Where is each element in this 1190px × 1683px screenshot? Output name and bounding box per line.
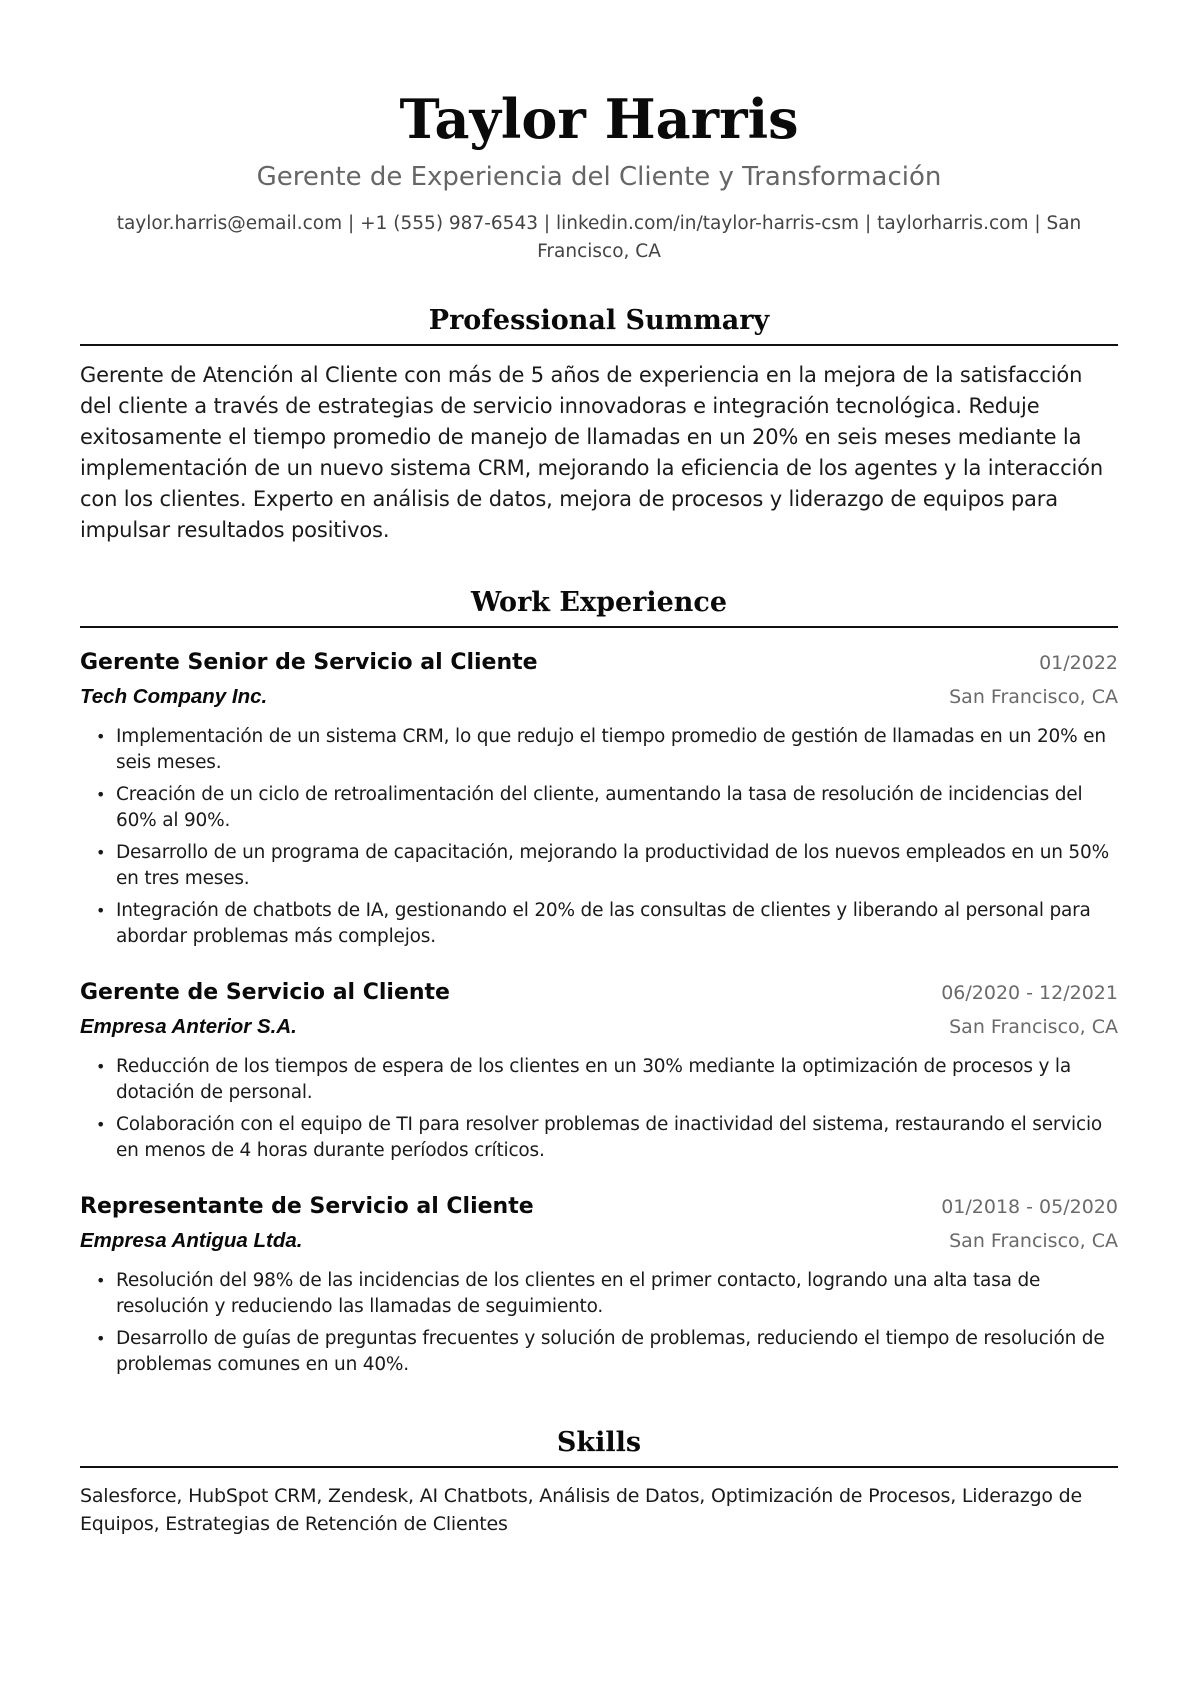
job-company: Tech Company Inc. xyxy=(80,685,268,708)
job-company-row xyxy=(80,1010,1118,1044)
job-header-row xyxy=(80,1190,1118,1224)
candidate-headline: Gerente de Experiencia del Cliente y Transformación xyxy=(256,162,942,192)
summary-text: Gerente de Atención al Cliente con más de 5 años de experiencia en la mejora de la satisfacción del cliente a través de estrategias de servicio innovadoras e integración tecnológica. Reduje exitosamente el tiempo promedio de manejo de llamadas en un 20% en seis meses mediante la implementación de un nuevo sistema CRM, mejorando la eficiencia de los agentes y la interacción con los clientes. Experto en análisis de datos, mejora de procesos y liderazgo de equipos para impulsar resultados positivos. xyxy=(80,363,1104,542)
job-bullet: • Reducción de los tiempos de espera de los clientes en un 30% mediante la optimización de procesos y la dotación de personal. xyxy=(116,1054,1118,1106)
job-header-row xyxy=(80,646,1118,680)
job-entry xyxy=(80,1190,1118,1378)
job-header-row xyxy=(80,976,1118,1010)
job-date: 01/2022 xyxy=(1039,652,1118,674)
skills-title: Skills xyxy=(80,1424,1118,1468)
job-bullet: • Implementación de un sistema CRM, lo que redujo el tiempo promedio de gestión de llamadas en un 20% en seis meses. xyxy=(116,724,1118,776)
job-bullets xyxy=(80,1268,1118,1378)
job-company: Empresa Antigua Ltda. xyxy=(80,1229,303,1252)
job-location: San Francisco, CA xyxy=(949,686,1118,708)
contact-info: taylor.harris@email.com | +1 (555) 987-6543 | linkedin.com/in/taylor-harris-csm | taylorharris.com | San Francisco, CA xyxy=(116,213,1082,262)
job-entry xyxy=(80,976,1118,1164)
resume-page xyxy=(80,0,1118,1538)
job-title: Gerente de Servicio al Cliente xyxy=(80,980,450,1005)
job-date: 06/2020 - 12/2021 xyxy=(941,982,1118,1004)
job-company-row xyxy=(80,1224,1118,1258)
job-company: Empresa Anterior S.A. xyxy=(80,1015,297,1038)
candidate-name: Taylor Harris xyxy=(399,87,799,151)
skills-section xyxy=(80,1424,1118,1538)
summary-section xyxy=(80,302,1118,546)
resume-header xyxy=(80,0,1118,266)
job-company-row xyxy=(80,680,1118,714)
job-bullet: • Creación de un ciclo de retroalimentación del cliente, aumentando la tasa de resolución de incidencias del 60% al 90%. xyxy=(116,782,1118,834)
job-location: San Francisco, CA xyxy=(949,1016,1118,1038)
job-entry xyxy=(80,646,1118,950)
skills-text: Salesforce, HubSpot CRM, Zendesk, AI Chatbots, Análisis de Datos, Optimización de Procesos, Liderazgo de Equipos, Estrategias de Retención de Clientes xyxy=(80,1485,1083,1535)
job-bullets xyxy=(80,1054,1118,1164)
job-bullet: • Integración de chatbots de IA, gestionando el 20% de las consultas de clientes y liberando al personal para abordar problemas más complejos. xyxy=(116,898,1118,950)
job-title: Gerente Senior de Servicio al Cliente xyxy=(80,650,538,675)
job-bullet: • Colaboración con el equipo de TI para resolver problemas de inactividad del sistema, restaurando el servicio en menos de 4 horas durante períodos críticos. xyxy=(116,1112,1118,1164)
job-bullets xyxy=(80,724,1118,950)
job-location: San Francisco, CA xyxy=(949,1230,1118,1252)
job-bullet: • Desarrollo de guías de preguntas frecuentes y solución de problemas, reduciendo el tiempo de resolución de problemas comunes en un 40%. xyxy=(116,1326,1118,1378)
job-bullet: • Resolución del 98% de las incidencias de los clientes en el primer contacto, logrando una alta tasa de resolución y reduciendo las llamadas de seguimiento. xyxy=(116,1268,1118,1320)
job-title: Representante de Servicio al Cliente xyxy=(80,1194,534,1219)
job-bullet: • Desarrollo de un programa de capacitación, mejorando la productividad de los nuevos empleados en un 50% en tres meses. xyxy=(116,840,1118,892)
summary-title: Professional Summary xyxy=(80,302,1118,346)
work-experience-section xyxy=(80,584,1118,1378)
job-date: 01/2018 - 05/2020 xyxy=(941,1196,1118,1218)
work-experience-title: Work Experience xyxy=(80,584,1118,628)
